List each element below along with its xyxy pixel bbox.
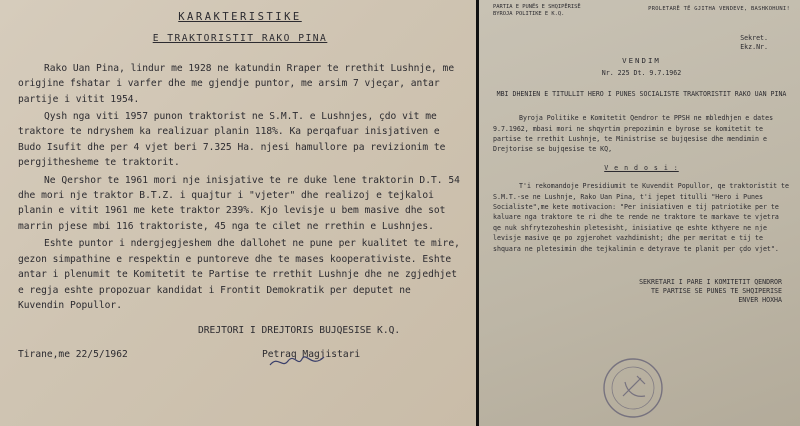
signature-title-line-1: SEKRETARI I PARE I KOMITETIT QENDROR bbox=[639, 278, 782, 287]
decision-intro: Byroja Politike e Komitetit Qendror te PPSH ne mbledhjen e dates 9.7.1962, mbasi mori ne shqyrtim prepozimin e byrose se komitetit te partise te rrethit Lushnje, te Ministrise se bujqesise dhe mendimin e Drejtorise se bujqesise te KQ, bbox=[493, 114, 774, 154]
signature-lines bbox=[493, 278, 790, 305]
document-title: KARAKTERISTIKE bbox=[178, 11, 302, 23]
bureau-name: BYROJA POLITIKE E K.Q. bbox=[493, 11, 565, 17]
decision-title: VENDIM bbox=[622, 56, 661, 65]
signer-name: Petraq Magjistari bbox=[262, 349, 361, 361]
paragraph-character: Eshte puntor i ndergjegjeshem dhe dallohet ne pune per kualitet te mire, gezon simpathine e respektin e puntoreve dhe te mases kooperativiste. Eshte antar i plenumit te Komitetit te Partise te rrethit Lushnje dhe ne zgjedhjet e regja eshte propozuar kandidat i Frontit Demokratik per deputet ne Kuvendin Popullor. bbox=[18, 238, 460, 311]
decision-document bbox=[479, 0, 800, 426]
decided-label: V e n d o s i : bbox=[604, 163, 679, 172]
paragraph-initiative: Ne Qershor te 1961 mori nje inisjative te re duke lene traktorin D.T. 54 dhe mori nje traktor B.T.Z. i quajtur i "vjeter" dhe realizoj e tejkaloi planin e vitit 1961 me kete traktor 239%. Kjo levisje u bem masive dhe sot marrin pjese mbi 116 traktoriste, 45 nga te cilet ne rrethin e Lushnjes. bbox=[18, 174, 460, 232]
signature-title-line-2: TE PARTISE SE PUNES TE SHQIPERISE bbox=[650, 287, 782, 296]
decision-number: Nr. 225 Dt. 9.7.1962 bbox=[601, 69, 682, 78]
handwritten-signature-icon bbox=[268, 353, 328, 371]
signature-block bbox=[18, 323, 462, 367]
motto: PROLETARË TË GJITHA VENDEVE, BASHKOHUNI! bbox=[648, 6, 790, 12]
classification-copy-number: Ekz.Nr. bbox=[740, 43, 768, 51]
place-date: Tirane,me 22/5/1962 bbox=[18, 349, 128, 361]
party-seal-icon bbox=[601, 356, 665, 420]
party-name: PARTIA E PUNËS E SHQIPËRISË bbox=[493, 4, 581, 10]
party-header bbox=[493, 4, 581, 18]
signature-name: ENVER HOXHA bbox=[738, 296, 782, 305]
document-header bbox=[493, 4, 790, 18]
document-subtitle: E TRAKTORISTIT RAKO PINA bbox=[152, 33, 328, 45]
classification-block bbox=[493, 34, 790, 52]
paragraph-birth: Rako Uan Pina, lindur me 1928 ne katundin Rraper te rrethit Lushnje, me origjine fshatar i varfer dhe me gjendje puntor, me arsim 7 vjeçar, antar partije i vitit 1954. bbox=[18, 62, 455, 105]
classification-secret: Sekret. bbox=[740, 34, 768, 42]
decision-body: T'i rekomandoje Presidiumit te Kuvendit Popullor, qe traktoristit te S.M.T.-se ne Lushnje, Rako Uan Pina, t'i jepet titulli "Hero i Punes Socialiste",me kete motivacion: "Per inisiativen e tij patriotike per te kaluare nga traktore te ri dhe te rende ne traktore te markave te vjetra qe nuk shfrytezoheshin pletesisht, inisiative qe eshte kthyere ne nje levisje masive qe po zgjerohet vazhdimisht; dhe per meritat e tij te shquara ne pletesimin dhe tejkalimin e detyrave te planit per çdo vjet". bbox=[493, 182, 789, 253]
paragraph-work-history: Qysh nga viti 1957 punon traktorist ne S.M.T. e Lushnjes, çdo vit me traktore te ndryshem ka realizuar planin 118%. Ka perqafuar inisjativen e Budo Isufit dhe per 4 vjet beri 7.325 Ha. njesi hamullore pa revizionim te pergjithesheme te traktorit. bbox=[18, 111, 446, 169]
decision-subject: MBI DHENIEN E TITULLIT HERO I PUNES SOCIALISTE TRAKTORISTIT RAKO UAN PINA bbox=[496, 89, 787, 98]
department-name: DREJTORI I DREJTORIS BUJQESISE K.Q. bbox=[198, 325, 401, 337]
